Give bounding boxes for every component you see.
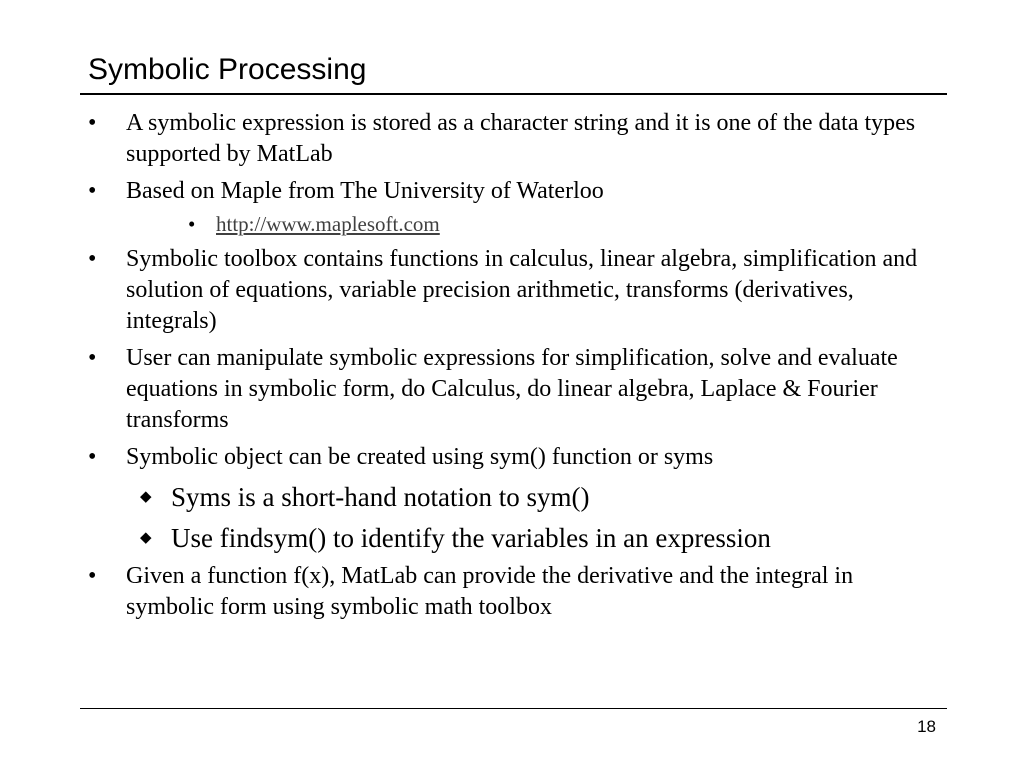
- diamond-bullet-icon: ◆: [140, 489, 152, 505]
- bullet-text: Symbolic toolbox contains functions in calculus, linear algebra, simplification and solution of equations, variable precision arithmetic, transforms (derivatives, integrals): [126, 246, 918, 334]
- sub-bullet-text: [216, 211, 916, 238]
- bullet-icon: •: [88, 178, 97, 204]
- maplesoft-link[interactable]: http://www.maplesoft.com: [216, 212, 440, 236]
- bullet-item: [0, 244, 1024, 337]
- sub-bullet-item: [0, 521, 1024, 555]
- bullet-item: [0, 442, 1024, 473]
- bullet-item: [0, 343, 1024, 436]
- bullet-text: A symbolic expression is stored as a character string and it is one of the data types supported by MatLab: [126, 110, 916, 167]
- bullet-text: Given a function f(x), MatLab can provide the derivative and the integral in symbolic form using symbolic math toolbox: [126, 563, 854, 620]
- bullet-icon: •: [88, 246, 97, 272]
- bullet-icon: •: [88, 563, 97, 589]
- diamond-bullet-icon: ◆: [140, 530, 152, 546]
- footer-divider: [80, 708, 947, 709]
- bullet-icon: •: [88, 345, 97, 371]
- sub-bullet-item: [0, 211, 1024, 238]
- bullet-list: [0, 108, 1024, 623]
- bullet-icon: •: [88, 444, 97, 470]
- bullet-item: [0, 561, 1024, 623]
- bullet-item: [0, 176, 1024, 207]
- bullet-text: Based on Maple from The University of Waterloo: [126, 178, 604, 204]
- sub-bullet-text: Syms is a short-hand notation to sym(): [171, 482, 590, 512]
- sub-bullet-item: [0, 480, 1024, 514]
- bullet-text: User can manipulate symbolic expressions for simplification, solve and evaluate equations in symbolic form, do Calculus, do linear algebra, Laplace & Fourier transforms: [126, 345, 898, 433]
- slide-title: Symbolic Processing: [88, 53, 367, 86]
- sub-bullet-text: Use findsym() to identify the variables in an expression: [171, 523, 771, 553]
- title-divider: [80, 93, 947, 95]
- bullet-icon: •: [188, 212, 196, 236]
- bullet-item: [0, 108, 1024, 170]
- page-number: 18: [917, 717, 936, 736]
- bullet-icon: •: [88, 110, 97, 136]
- bullet-text: Symbolic object can be created using sym() function or syms: [126, 444, 714, 470]
